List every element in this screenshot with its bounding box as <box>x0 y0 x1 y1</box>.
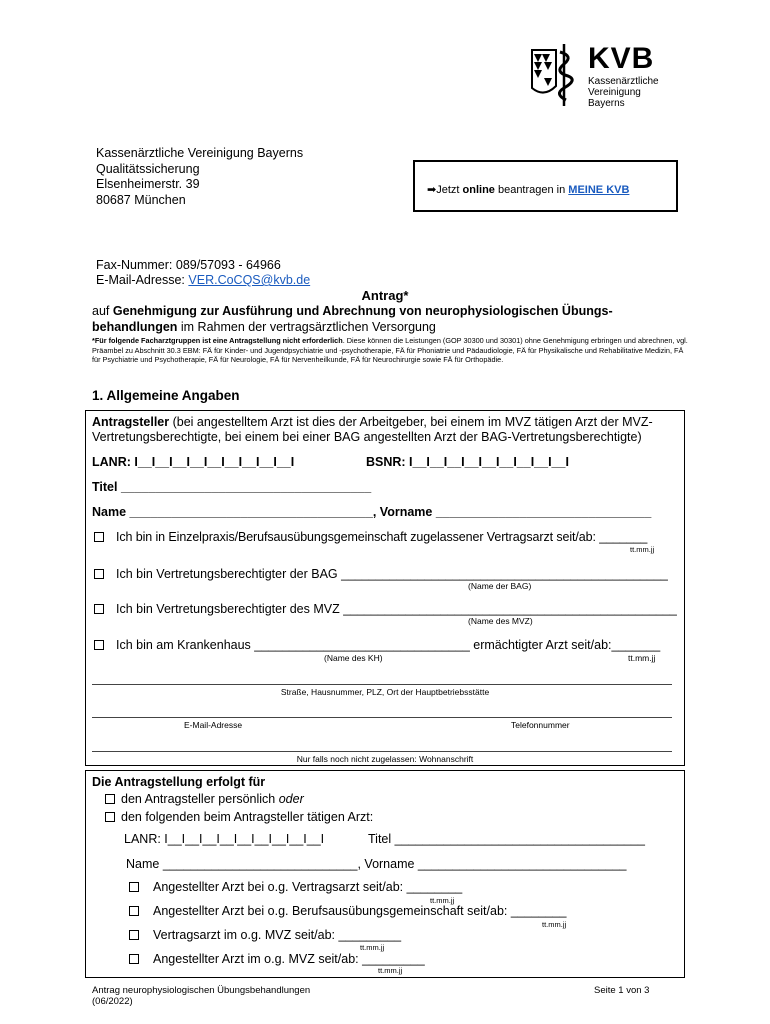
lanr-field[interactable]: LANR: I__I__I__I__I__I__I__I__I__I <box>92 455 295 469</box>
name-field[interactable]: Name ____________________________, Vorname ______________________________ <box>126 857 627 871</box>
bag-hint: (Name der BAG) <box>468 581 532 591</box>
option-employed-bag: Angestellter Arzt bei o.g. Berufsausübungsgemeinschaft seit/ab: ________ <box>153 904 567 918</box>
online-bold: online <box>462 184 495 196</box>
checkbox-employed-mvz[interactable] <box>129 954 139 964</box>
checkbox-personal[interactable] <box>105 794 115 804</box>
section2-heading: Die Antragstellung erfolgt für <box>92 775 266 789</box>
checkbox-einzelpraxis[interactable] <box>94 532 104 542</box>
address-line: Qualitätssicherung <box>96 161 200 176</box>
titel-field[interactable]: Titel ____________________________________ <box>92 480 372 494</box>
name-field[interactable]: Name ___________________________________, Vorname _______________________________ <box>92 505 652 519</box>
contact-info <box>96 258 310 288</box>
checkbox-krankenhaus[interactable] <box>94 640 104 650</box>
fax-number: Fax-Nummer: 089/57093 - 64966 <box>96 258 281 272</box>
bavaria-crest-icon <box>530 42 586 108</box>
option-einzelpraxis: Ich bin in Einzelpraxis/Berufsausübungsgemeinschaft zugelassener Vertragsarzt seit/ab: _______ <box>116 530 648 544</box>
option-employed-mvz: Angestellter Arzt im o.g. MVZ seit/ab: _________ <box>153 952 425 966</box>
date-hint: tt.mm.jj <box>542 920 567 929</box>
footnote-text: . Diese können die Leistungen (GOP 30300 und 30301) ohne Genehmigung erbringen und abrechnen, vgl. Präambel zu Abschnitt 30.3 EBM: FÄ für Kinder- und Jugendpsychiatrie und -psychotherapie, FÄ für Phoniatrie und Pädaudiologie, FÄ für Physikalische und Rehabilitative Medizin, FÄ für Psychiatrie und Psychotherapie, FÄ für Neurologie, FÄ für Nervenheilkunde, FÄ für Neurochirurgie sowie FÄ für Orthopädie. <box>92 336 688 364</box>
application-for-section <box>85 770 685 978</box>
subtitle-bold: behandlungen <box>92 320 178 334</box>
address-line: 80687 München <box>96 192 186 207</box>
date-hint: tt.mm.jj <box>360 943 385 952</box>
online-prefix: Jetzt <box>436 184 463 196</box>
applicant-note: (bei angestelltem Arzt ist dies der Arbeitgeber, bei einem im MVZ tätigen Arzt der MVZ- <box>169 415 653 429</box>
checkbox-employed-vertragsarzt[interactable] <box>129 882 139 892</box>
phone-hint: Telefonnummer <box>511 720 570 730</box>
applicant-label: Antragsteller <box>92 415 170 429</box>
arrow-right-icon: ➡ <box>427 184 437 196</box>
footnote-bold: *Für folgende Facharztgruppen ist eine Antragstellung nicht erforderlich <box>92 336 343 345</box>
option-bag: Ich bin Vertretungsberechtigter der BAG _______________________________________________ <box>116 567 668 581</box>
logo-sub-line: Vereinigung <box>588 87 641 98</box>
option-employed-vertragsarzt: Angestellter Arzt bei o.g. Vertragsarzt seit/ab: ________ <box>153 880 463 894</box>
date-hint: tt.mm.jj <box>630 545 655 554</box>
kh-hint: (Name des KH) <box>324 653 383 663</box>
checkbox-vertragsarzt-mvz[interactable] <box>129 930 139 940</box>
online-middle: beantragen in <box>494 184 569 196</box>
option-vertragsarzt-mvz: Vertragsarzt im o.g. MVZ seit/ab: _________ <box>153 928 402 942</box>
footer-left <box>92 985 310 1007</box>
subtitle-bold: Genehmigung zur Ausführung und Abrechnung von neurophysiologischen Übungs- <box>112 304 613 318</box>
logo-brand: KVB <box>588 42 655 75</box>
section-heading: 1. Allgemeine Angaben <box>92 388 240 403</box>
applicant-note-2: Vertretungsberechtigte, bei einem bei einer BAG angestellten Arzt der BAG-Vertretungsberechtigte) <box>92 430 642 444</box>
subtitle-rest: im Rahmen der vertragsärztlichen Versorgung <box>177 320 436 334</box>
option-or: oder <box>278 792 304 806</box>
bsnr-field[interactable]: BSNR: I__I__I__I__I__I__I__I__I__I <box>366 455 569 469</box>
checkbox-other-doctor[interactable] <box>105 812 115 822</box>
footer-doc-name: Antrag neurophysiologischen Übungsbehandlungen <box>92 985 311 996</box>
checkbox-employed-bag[interactable] <box>129 906 139 916</box>
home-address-input-line[interactable] <box>92 751 672 752</box>
checkbox-mvz[interactable] <box>94 604 104 614</box>
address-line: Elsenheimerstr. 39 <box>96 177 200 191</box>
mvz-hint: (Name des MVZ) <box>468 616 533 626</box>
subtitle-prefix: auf <box>92 304 113 318</box>
date-hint: tt.mm.jj <box>430 896 455 905</box>
email-link[interactable]: VER.CoCQS@kvb.de <box>188 273 311 287</box>
footnote <box>92 336 692 365</box>
email-hint: E-Mail-Adresse <box>184 720 243 730</box>
date-hint: tt.mm.jj <box>378 966 403 975</box>
meine-kvb-link[interactable]: MEINE KVB <box>568 184 630 196</box>
option-krankenhaus: Ich bin am Krankenhaus _______________________________ ermächtigter Arzt seit/ab:_______ <box>116 638 661 652</box>
titel-field[interactable]: Titel ____________________________________ <box>368 832 645 846</box>
applicant-section <box>85 410 685 766</box>
page-number: Seite 1 von 3 <box>594 985 650 996</box>
email-label: E-Mail-Adresse: <box>96 273 189 287</box>
date-hint: tt.mm.jj <box>628 653 656 663</box>
option-other-doctor: den folgenden beim Antragsteller tätigen Arzt: <box>121 810 374 824</box>
kvb-logo <box>530 42 670 108</box>
contact-input-line[interactable] <box>92 717 672 718</box>
logo-sub-line: Kassenärztliche <box>588 76 659 87</box>
address-input-line[interactable] <box>92 684 672 685</box>
address-hint: Straße, Hausnummer, PLZ, Ort der Hauptbetriebsstätte <box>280 687 490 697</box>
option-mvz: Ich bin Vertretungsberechtigter des MVZ ________________________________________________ <box>116 602 677 616</box>
online-apply-box <box>413 160 678 212</box>
home-address-hint: Nur falls noch nicht zugelassen: Wohnanschrift <box>296 754 474 764</box>
recipient-address <box>96 146 303 208</box>
option-personal: den Antragsteller persönlich <box>121 792 279 806</box>
footer-doc-date: (06/2022) <box>92 996 133 1007</box>
page-subtitle <box>92 303 692 335</box>
lanr-field[interactable]: LANR: I__I__I__I__I__I__I__I__I__I <box>124 832 325 846</box>
address-line: Kassenärztliche Vereinigung Bayerns <box>96 146 304 160</box>
page-title: Antrag* <box>361 288 409 303</box>
checkbox-bag[interactable] <box>94 569 104 579</box>
logo-sub-line: Bayerns <box>588 98 625 109</box>
